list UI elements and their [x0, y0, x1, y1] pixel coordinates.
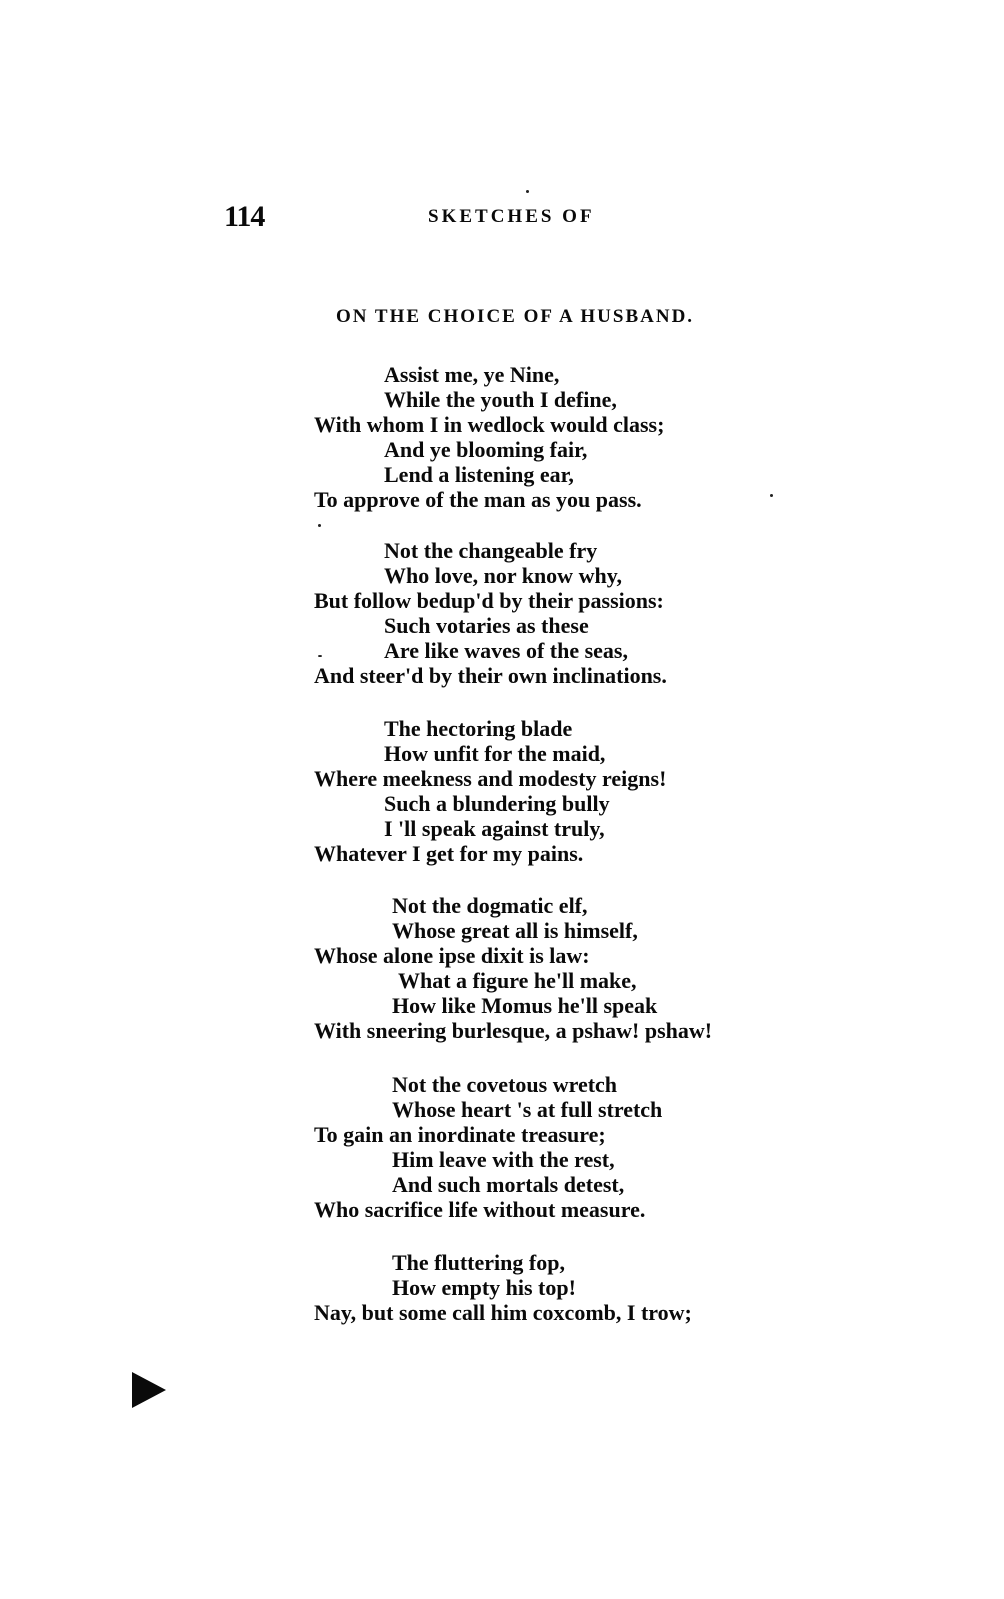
poem-title: ON THE CHOICE OF A HUSBAND. — [336, 306, 695, 327]
poem-line: Assist me, ye Nine, — [384, 362, 560, 387]
scan-speck — [318, 524, 321, 527]
poem-line: What a figure he'll make, — [398, 968, 637, 993]
poem-line: Whatever I get for my pains. — [314, 841, 584, 866]
poem-line: The hectoring blade — [384, 716, 573, 741]
poem-line: How unfit for the maid, — [384, 741, 606, 766]
poem-line: Him leave with the rest, — [392, 1147, 615, 1172]
poem-line: Who sacrifice life without measure. — [314, 1197, 646, 1222]
poem-line: Whose alone ipse dixit is law: — [314, 943, 590, 968]
scan-speck — [526, 190, 529, 193]
poem-line: And such mortals detest, — [392, 1172, 625, 1197]
scan-speck — [770, 494, 773, 497]
poem-line: Who love, nor know why, — [384, 563, 622, 588]
running-head: SKETCHES OF — [428, 206, 595, 227]
poem-line: With sneering burlesque, a pshaw! pshaw! — [314, 1018, 713, 1043]
poem-line: To gain an inordinate treasure; — [314, 1122, 606, 1147]
poem-line: The fluttering fop, — [392, 1250, 565, 1275]
poem-line: While the youth I define, — [384, 387, 617, 412]
poem-line: And ye blooming fair, — [384, 437, 588, 462]
poem-line: Such a blundering bully — [384, 791, 610, 816]
poem-line: I 'll speak against truly, — [384, 816, 605, 841]
next-page-arrow-icon[interactable] — [132, 1372, 166, 1408]
poem-line: Not the covetous wretch — [392, 1072, 618, 1097]
poem-line: Not the changeable fry — [384, 538, 598, 563]
poem-line: How empty his top! — [392, 1275, 576, 1300]
poem-line: How like Momus he'll speak — [392, 993, 658, 1018]
poem-line: Nay, but some call him coxcomb, I trow; — [314, 1300, 692, 1325]
poem-line: And steer'd by their own inclinations. — [314, 663, 667, 688]
poem-line: Whose great all is himself, — [392, 918, 638, 943]
poem-line: Not the dogmatic elf, — [392, 893, 588, 918]
poem-line: But follow bedup'd by their passions: — [314, 588, 664, 613]
poem-line: Where meekness and modesty reigns! — [314, 766, 667, 791]
scan-speck — [318, 655, 322, 657]
poem-line: With whom I in wedlock would class; — [314, 412, 665, 437]
poem-line: To approve of the man as you pass. — [314, 487, 642, 512]
poem-line: Whose heart 's at full stretch — [392, 1097, 663, 1122]
poem-line: Lend a listening ear, — [384, 462, 574, 487]
poem-line: Are like waves of the seas, — [384, 638, 628, 663]
poem-line: Such votaries as these — [384, 613, 589, 638]
page-number: 114 — [224, 200, 265, 233]
